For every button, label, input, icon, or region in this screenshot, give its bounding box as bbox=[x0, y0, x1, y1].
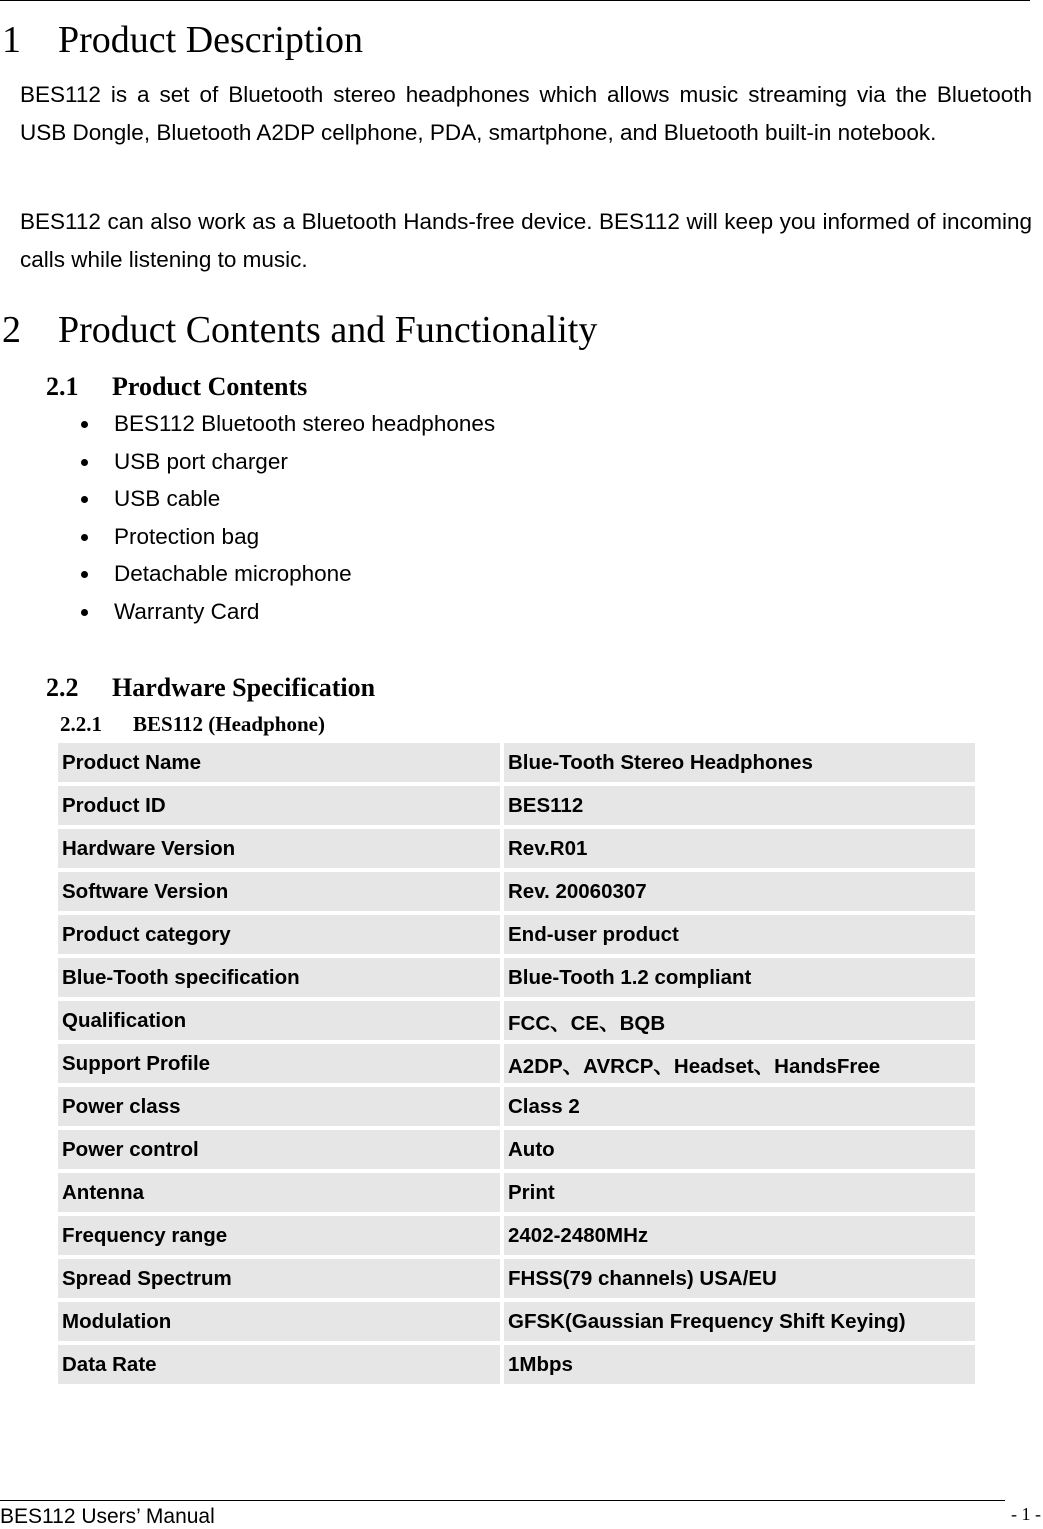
heading-number: 2.1 bbox=[46, 372, 79, 401]
spec-label: Blue-Tooth specification bbox=[58, 958, 500, 997]
table-row bbox=[58, 1173, 975, 1212]
heading-product-contents-functionality bbox=[2, 308, 597, 352]
table-row bbox=[58, 1302, 975, 1341]
heading-hardware-specification bbox=[46, 672, 375, 704]
spec-value: Print bbox=[504, 1173, 975, 1212]
bullet-icon bbox=[81, 571, 88, 578]
table-row bbox=[58, 743, 975, 782]
list-item bbox=[80, 555, 495, 593]
paragraph-description-1: BES112 is a set of Bluetooth stereo headphones which allows music streaming via the Bluetooth USB Dongle, Bluetooth A2DP cellphone, PDA, smartphone, and Bluetooth built-in notebook. bbox=[20, 82, 1032, 145]
heading-title: Hardware Specification bbox=[112, 673, 376, 702]
spec-value: GFSK(Gaussian Frequency Shift Keying) bbox=[504, 1302, 975, 1341]
bullet-icon bbox=[81, 459, 88, 466]
bullet-icon bbox=[81, 421, 88, 428]
heading-title: BES112 (Headphone) bbox=[133, 712, 325, 736]
spec-label: Power control bbox=[58, 1130, 500, 1169]
list-item bbox=[80, 518, 495, 556]
list-item bbox=[80, 593, 495, 631]
spec-value: Blue-Tooth Stereo Headphones bbox=[504, 743, 975, 782]
heading-number: 1 bbox=[2, 19, 21, 61]
table-row bbox=[58, 1044, 975, 1083]
page-number: - 1 - bbox=[1011, 1504, 1041, 1524]
spec-value: 2402-2480MHz bbox=[504, 1216, 975, 1255]
bullet-icon bbox=[81, 609, 88, 616]
bullet-icon bbox=[81, 496, 88, 503]
spec-value: Auto bbox=[504, 1130, 975, 1169]
spec-label: Antenna bbox=[58, 1173, 500, 1212]
spec-value: 1Mbps bbox=[504, 1345, 975, 1384]
bullet-icon bbox=[81, 534, 88, 541]
spec-value: Blue-Tooth 1.2 compliant bbox=[504, 958, 975, 997]
spec-value: Class 2 bbox=[504, 1087, 975, 1126]
spec-label: Data Rate bbox=[58, 1345, 500, 1384]
table-row bbox=[58, 915, 975, 954]
spec-label: Support Profile bbox=[58, 1044, 500, 1083]
product-contents-list bbox=[80, 405, 495, 631]
table-row bbox=[58, 872, 975, 911]
list-item bbox=[80, 443, 495, 481]
table-row bbox=[58, 1087, 975, 1126]
table-row bbox=[58, 1130, 975, 1169]
list-item-text: Detachable microphone bbox=[114, 561, 352, 587]
table-row bbox=[58, 1259, 975, 1298]
heading-product-description bbox=[2, 18, 363, 62]
list-item-text: Warranty Card bbox=[114, 598, 260, 624]
spec-value: Rev.R01 bbox=[504, 829, 975, 868]
spec-label: Product ID bbox=[58, 786, 500, 825]
table-row bbox=[58, 1345, 975, 1384]
spec-value: A2DP、AVRCP、Headset、HandsFree bbox=[504, 1044, 975, 1083]
spec-label: Product Name bbox=[58, 743, 500, 782]
list-item-text: BES112 Bluetooth stereo headphones bbox=[114, 411, 496, 436]
spec-table bbox=[54, 739, 979, 1388]
spec-label: Software Version bbox=[58, 872, 500, 911]
heading-title: Product Contents bbox=[112, 372, 308, 401]
spec-label: Qualification bbox=[58, 1001, 500, 1040]
spec-label: Product category bbox=[58, 915, 500, 954]
table-row bbox=[58, 829, 975, 868]
spec-label: Modulation bbox=[58, 1302, 500, 1341]
list-item bbox=[80, 405, 495, 443]
list-item-text: Protection bag bbox=[114, 523, 260, 549]
spec-value: BES112 bbox=[504, 786, 975, 825]
heading-number: 2 bbox=[2, 309, 21, 351]
list-item-text: USB cable bbox=[114, 486, 221, 512]
table-row bbox=[58, 1216, 975, 1255]
table-row bbox=[58, 1001, 975, 1040]
list-item-text: USB port charger bbox=[114, 448, 288, 474]
spec-label: Frequency range bbox=[58, 1216, 500, 1255]
heading-title: Product Contents and Functionality bbox=[58, 309, 598, 351]
spec-value: End-user product bbox=[504, 915, 975, 954]
heading-bes112-headphone bbox=[60, 711, 325, 737]
spec-label: Spread Spectrum bbox=[58, 1259, 500, 1298]
heading-number: 2.2 bbox=[46, 673, 79, 702]
table-row bbox=[58, 786, 975, 825]
list-item bbox=[80, 480, 495, 518]
spec-value: Rev. 20060307 bbox=[504, 872, 975, 911]
spec-value: FHSS(79 channels) USA/EU bbox=[504, 1259, 975, 1298]
footer-manual-title: BES112 Users’ Manual bbox=[0, 1505, 215, 1528]
table-row bbox=[58, 958, 975, 997]
spec-value: FCC、CE、BQB bbox=[504, 1001, 975, 1040]
heading-product-contents bbox=[46, 371, 307, 403]
header-rule bbox=[0, 0, 1030, 1]
heading-title: Product Description bbox=[58, 19, 364, 61]
spec-label: Hardware Version bbox=[58, 829, 500, 868]
paragraph-description-2: BES112 can also work as a Bluetooth Hands-free device. BES112 will keep you informed of incoming calls while listening to music. bbox=[20, 209, 1032, 272]
footer-rule bbox=[0, 1500, 1005, 1501]
spec-label: Power class bbox=[58, 1087, 500, 1126]
heading-number: 2.2.1 bbox=[60, 712, 102, 736]
